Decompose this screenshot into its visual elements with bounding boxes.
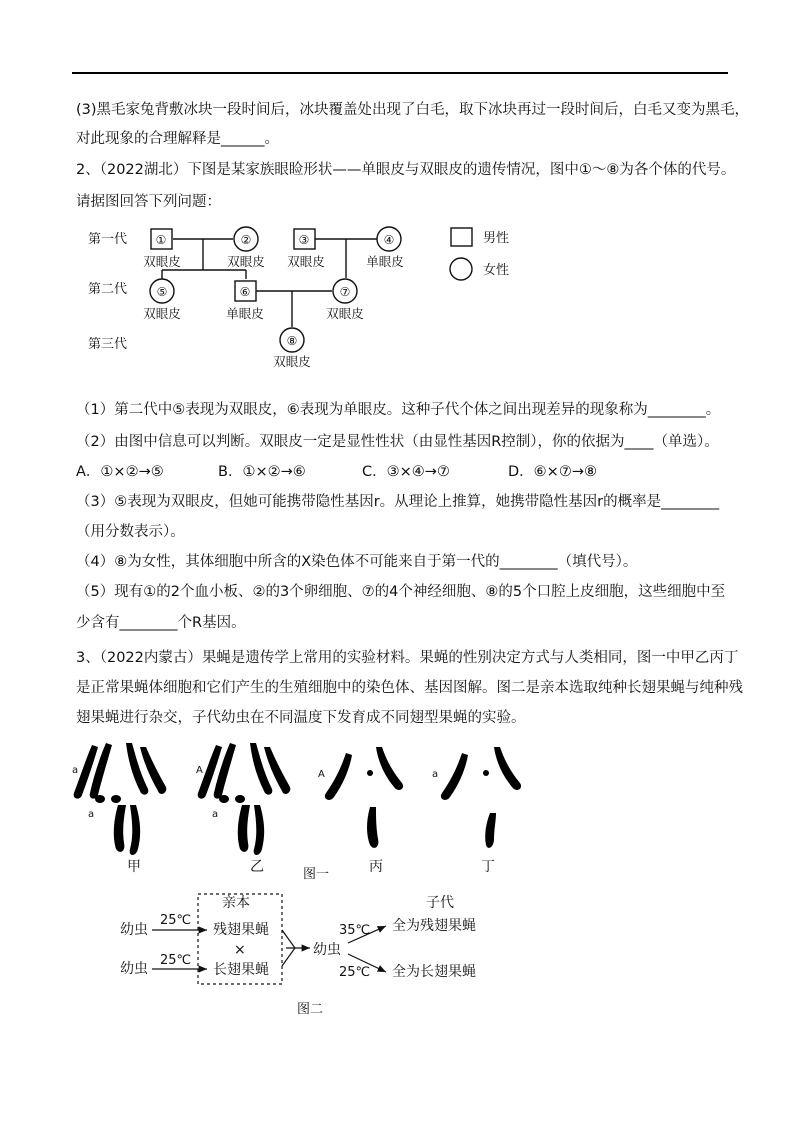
larva-label-2: 幼虫	[120, 961, 148, 977]
label-1: ①	[155, 233, 167, 247]
parent-label: 亲本	[222, 895, 250, 911]
chromosome-set-ding	[441, 747, 521, 848]
label-2: ②	[240, 233, 252, 247]
label-7: ⑦	[339, 285, 351, 299]
figure-1-chromosomes	[70, 735, 550, 885]
q3-line2: 是正常果蝇体细胞和它们产生的生殖细胞中的染色体、基因图解。图二是亲本选取纯种长翅果蝇与纯种残	[76, 680, 743, 696]
legend-female-symbol	[450, 258, 472, 280]
gene-a-jia-bottom: a	[88, 809, 95, 820]
legend-male-symbol	[451, 228, 472, 246]
option-d: D．⑥×⑦→⑧	[508, 464, 597, 480]
option-a: A．①×②→⑤	[76, 464, 164, 480]
label-yi: 乙	[250, 859, 264, 875]
gen3-label: 第三代	[88, 337, 128, 352]
figure-2-experiment	[110, 888, 500, 1023]
chromosome-set-jia	[74, 743, 167, 855]
q2-part1: （1）第二代中⑤表现为双眼皮，⑥表现为单眼皮。这种子代个体之间出现差异的现象称为________。	[76, 402, 721, 418]
q2-header-line2: 请据图回答下列问题：	[76, 194, 221, 210]
larva-label-1: 幼虫	[120, 922, 148, 938]
phenotype-7: 双眼皮	[326, 306, 364, 321]
label-6: ⑥	[239, 285, 251, 299]
all-vestigial-result: 全为残翅果蝇	[392, 918, 476, 934]
q1-3-line2: 对此现象的合理解释是______。	[76, 131, 279, 147]
offspring-label: 子代	[426, 895, 454, 911]
phenotype-5: 双眼皮	[143, 306, 181, 321]
phenotype-1: 双眼皮	[143, 254, 181, 269]
q2-part5-line1: （5）现有①的2个血小板、②的3个卵细胞、⑦的4个神经细胞、⑧的5个口腔上皮细胞，这些细胞中至	[76, 584, 726, 600]
phenotype-6: 单眼皮	[226, 306, 264, 321]
chromosome-set-bing	[325, 747, 403, 848]
legend-female-label: 女性	[483, 263, 510, 278]
phenotype-8: 双眼皮	[273, 354, 311, 369]
gene-a-ding: a	[432, 769, 439, 780]
label-4: ④	[383, 233, 395, 247]
chromosome-set-yi	[198, 743, 291, 855]
label-3: ③	[298, 233, 310, 247]
legend-male-label: 男性	[483, 231, 510, 246]
all-long-result: 全为长翅果蝇	[392, 964, 476, 980]
gen1-label: 第一代	[88, 232, 128, 247]
temp-25-label-2: 25℃	[160, 953, 192, 968]
q2-part4: （4）⑧为女性，其体细胞中所含的X染色体不可能来自于第一代的________（填代号）。	[76, 554, 638, 570]
pedigree-diagram	[70, 220, 530, 380]
gene-a-yi-bottom: a	[212, 809, 219, 820]
gene-A-yi-top: A	[196, 765, 203, 776]
label-8: ⑧	[286, 334, 298, 348]
label-bing: 丙	[369, 859, 383, 875]
q2-part2: （2）由图中信息可以判断。双眼皮一定是显性性状（由显性基因R控制），你的依据为____（单选）。	[76, 434, 719, 450]
temp-35-label: 35℃	[339, 923, 371, 938]
phenotype-3: 双眼皮	[287, 254, 325, 269]
gene-A-bing: A	[318, 769, 325, 780]
gen2-label: 第二代	[88, 282, 128, 297]
vestigial-wing-fly: 残翅果蝇	[213, 922, 269, 938]
label-ding: 丁	[481, 859, 495, 875]
label-5: ⑤	[156, 285, 168, 299]
option-c: C．③×④→⑦	[362, 464, 450, 480]
q2-part5-line2: 少含有________个R基因。	[76, 615, 246, 631]
gene-a-jia-top: a	[72, 765, 79, 776]
q3-line3: 翅果蝇进行杂交，子代幼虫在不同温度下发育成不同翅型果蝇的实验。	[76, 710, 526, 726]
q2-part3-line2: （用分数表示）。	[76, 524, 185, 540]
temp-25-label-3: 25℃	[339, 965, 371, 980]
figure-2-caption: 图二	[297, 1002, 324, 1017]
long-wing-fly: 长翅果蝇	[213, 962, 269, 978]
cross-symbol: ×	[234, 942, 246, 958]
label-jia: 甲	[127, 859, 141, 875]
top-rule	[72, 72, 728, 74]
q2-header-line1: 2、（2022湖北）下图是某家族眼睑形状——单眼皮与双眼皮的遗传情况，图中①～⑧为各个体的代号。	[76, 162, 736, 178]
option-b: B．①×②→⑥	[218, 464, 306, 480]
temp-25-label-1: 25℃	[160, 913, 192, 928]
q2-part3-line1: （3）⑤表现为双眼皮，但她可能携带隐性基因r。从理论上推算，她携带隐性基因r的概率是________	[76, 494, 720, 510]
larva-label-3: 幼虫	[313, 942, 341, 958]
q3-line1: 3、（2022内蒙古）果蝇是遗传学上常用的实验材料。果蝇的性别决定方式与人类相同，图一中甲乙丙丁	[76, 650, 739, 666]
phenotype-2: 双眼皮	[227, 254, 265, 269]
figure-1-caption: 图一	[302, 867, 330, 882]
q1-3-line1: (3)黑毛家兔背敷冰块一段时间后，冰块覆盖处出现了白毛，取下冰块再过一段时间后，白毛又变为黑毛，	[76, 102, 750, 118]
phenotype-4: 单眼皮	[366, 254, 404, 269]
